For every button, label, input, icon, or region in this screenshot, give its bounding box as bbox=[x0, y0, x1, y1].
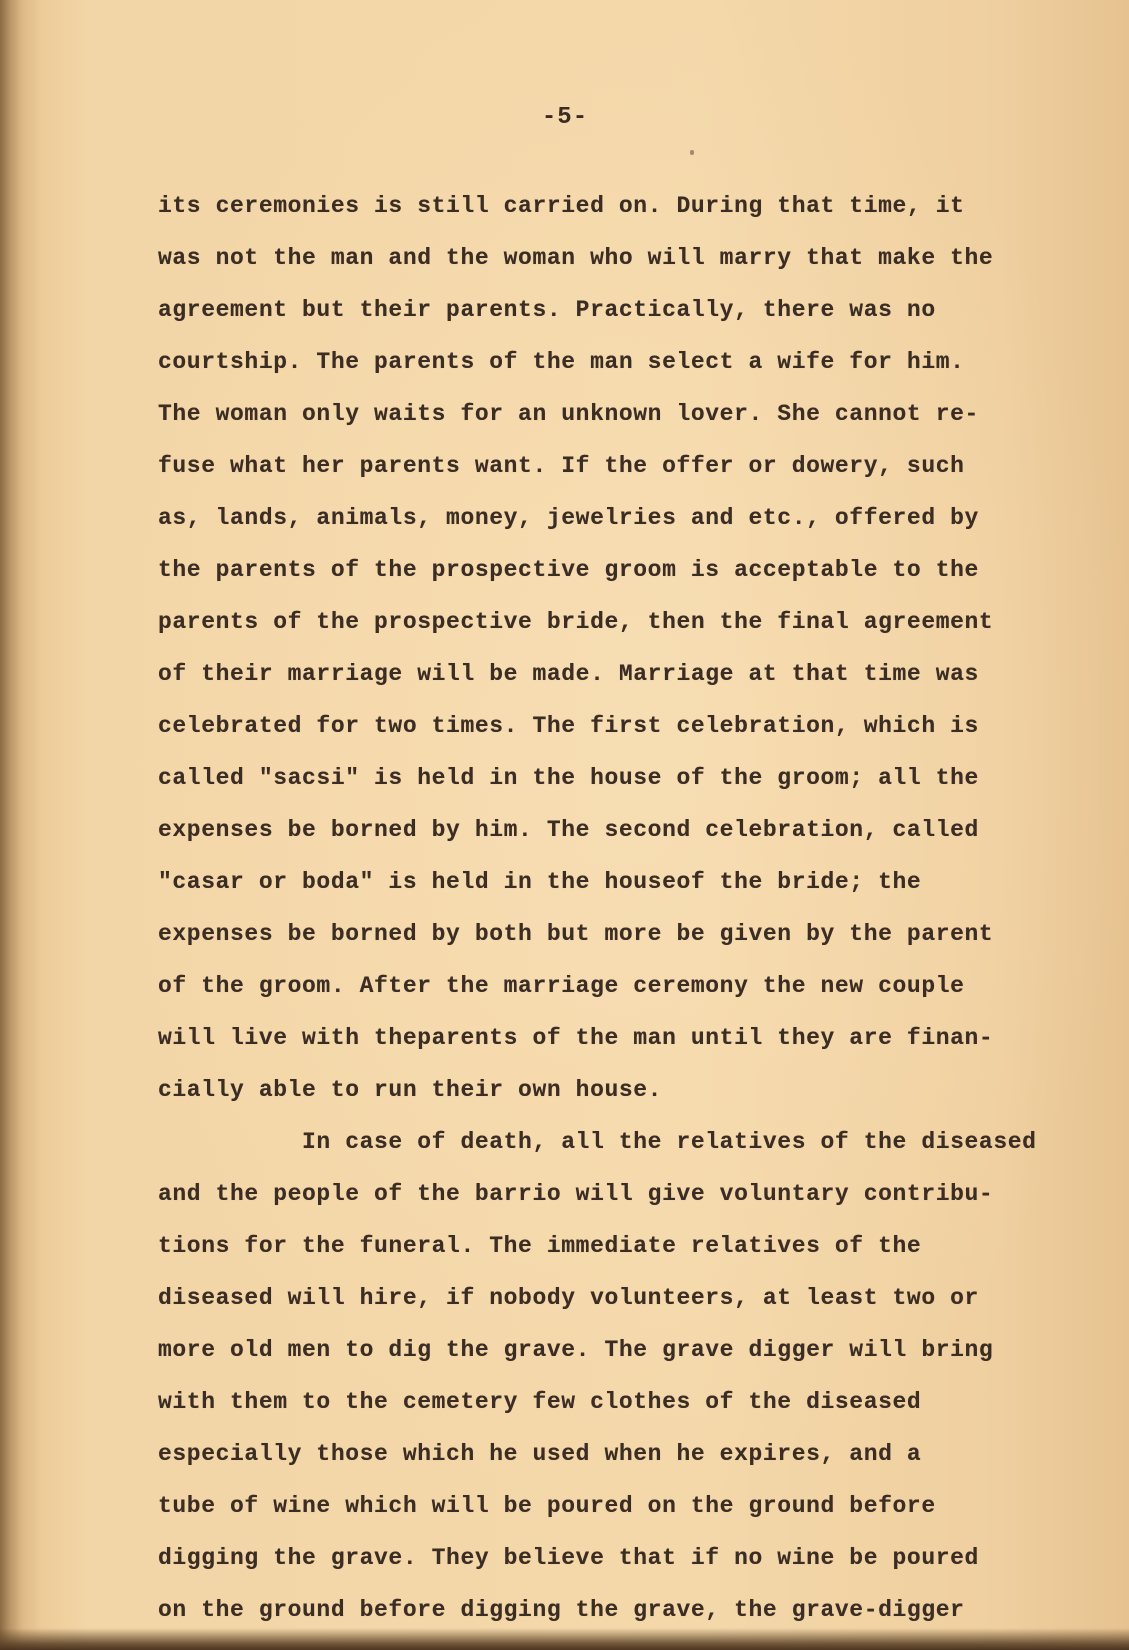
page-bottom-shadow bbox=[0, 1628, 1129, 1650]
text-line: parents of the prospective bride, then the final agreement bbox=[158, 609, 994, 635]
text-line: of the groom. After the marriage ceremony the new couple bbox=[158, 973, 965, 999]
text-line: fuse what her parents want. If the offer or dowery, such bbox=[158, 453, 965, 479]
text-line: cially able to run their own house. bbox=[158, 1077, 663, 1103]
text-line: diseased will hire, if nobody volunteers, at least two or bbox=[158, 1285, 979, 1311]
text-line: tube of wine which will be poured on the ground before bbox=[158, 1493, 936, 1519]
text-line: courtship. The parents of the man select a wife for him. bbox=[158, 349, 965, 375]
text-line: more old men to dig the grave. The grave digger will bring bbox=[158, 1337, 994, 1363]
text-line: digging the grave. They believe that if no wine be poured bbox=[158, 1545, 979, 1571]
page-number: -5- bbox=[541, 104, 589, 131]
text-line: on the ground before digging the grave, the grave-digger bbox=[158, 1597, 965, 1623]
text-line: of their marriage will be made. Marriage at that time was bbox=[158, 661, 979, 687]
text-line: as, lands, animals, money, jewelries and etc., offered by bbox=[158, 505, 979, 531]
text-line: celebrated for two times. The first celebration, which is bbox=[158, 713, 979, 739]
text-line: the parents of the prospective groom is acceptable to the bbox=[158, 557, 979, 583]
ink-speck bbox=[690, 150, 694, 155]
text-line: The woman only waits for an unknown lover. She cannot re- bbox=[158, 401, 979, 427]
text-line: its ceremonies is still carried on. During that time, it bbox=[158, 193, 965, 219]
text-line: was not the man and the woman who will marry that make the bbox=[158, 245, 994, 271]
text-line: with them to the cemetery few clothes of the diseased bbox=[158, 1389, 922, 1415]
text-line: "casar or boda" is held in the houseof the bride; the bbox=[158, 869, 922, 895]
text-line: In case of death, all the relatives of the diseased bbox=[158, 1129, 1037, 1155]
text-line: expenses be borned by him. The second celebration, called bbox=[158, 817, 979, 843]
page-body-text bbox=[158, 180, 1078, 1636]
text-line: especially those which he used when he expires, and a bbox=[158, 1441, 922, 1467]
text-line: tions for the funeral. The immediate relatives of the bbox=[158, 1233, 922, 1259]
text-line: will live with theparents of the man until they are finan- bbox=[158, 1025, 994, 1051]
text-line: called "sacsi" is held in the house of the groom; all the bbox=[158, 765, 979, 791]
text-line: expenses be borned by both but more be given by the parent bbox=[158, 921, 994, 947]
text-line: agreement but their parents. Practically, there was no bbox=[158, 297, 936, 323]
text-line: and the people of the barrio will give voluntary contribu- bbox=[158, 1181, 994, 1207]
